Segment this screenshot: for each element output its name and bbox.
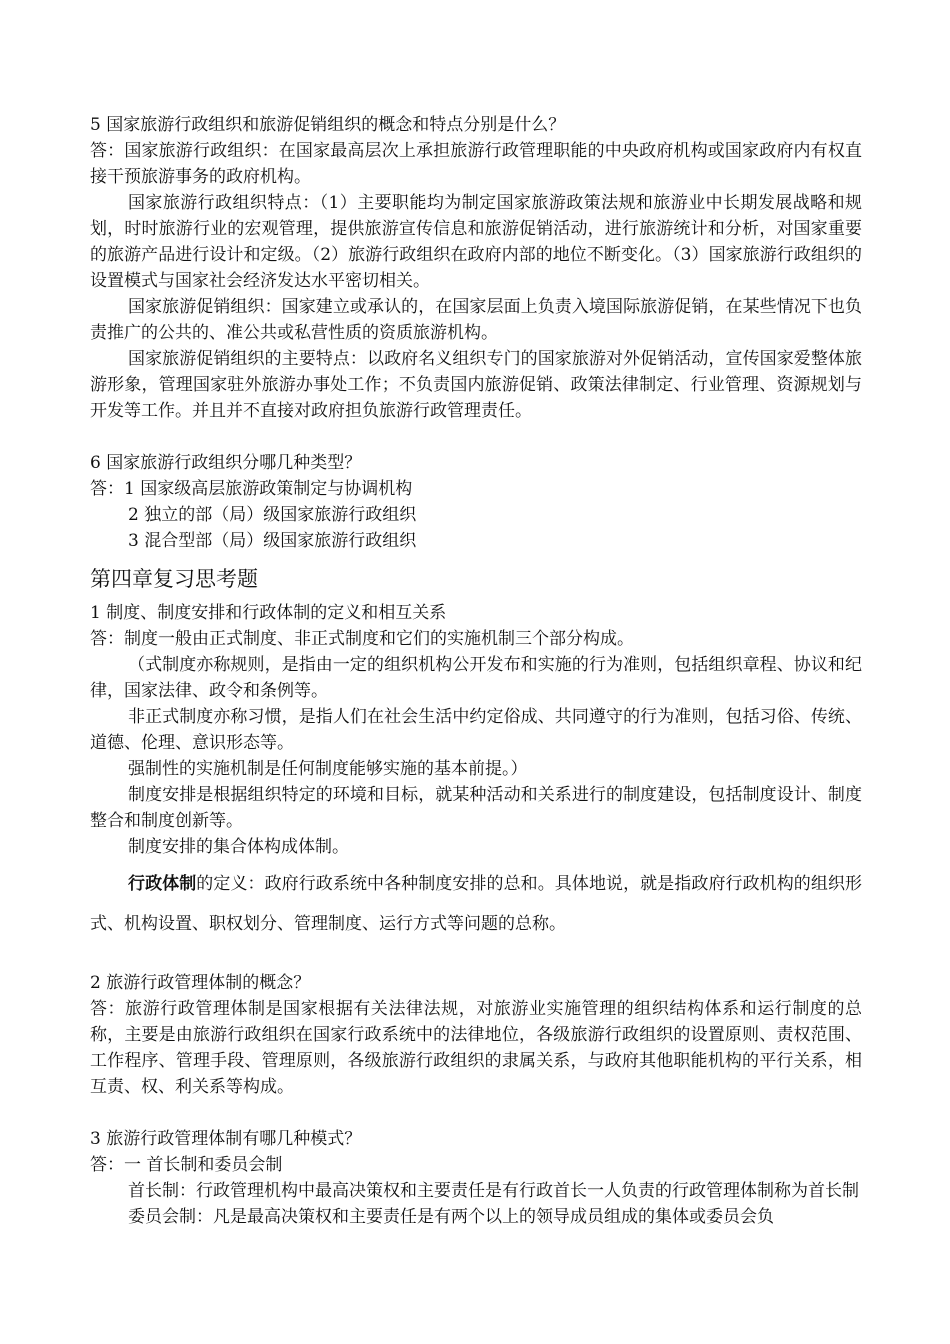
ch4-q3-answer: 答：一 首长制和委员会制: [90, 1155, 283, 1175]
q6-item: 答：1 国家级高层旅游政策制定与协调机构: [90, 479, 413, 499]
ch4-q3-title: 3 旅游行政管理体制有哪几种模式？: [90, 1129, 362, 1149]
ch4-q2-answer: 答：旅游行政管理体制是国家根据有关法律法规，对旅游业实施管理的组织结构体系和运行制度的总称，主要是由旅游行政组织在国家行政系统中的法律地位，各级旅游行政组织的设置原则、责权范围、工作程序、管理手段、管理原则，各级旅游行政组织的隶属关系，与政府其他职能机构的平行关系，相互责、权、利关系等构成。: [90, 999, 862, 1097]
ch4-q3-paragraph: 委员会制：凡是最高决策权和主要责任是有两个以上的领导成员组成的集体或委员会负: [128, 1207, 774, 1227]
ch4-q1-paragraph: 非正式制度亦称习惯，是指人们在社会生活中约定俗成、共同遵守的行为准则，包括习俗、传统、道德、伦理、意识形态等。: [90, 707, 862, 753]
q6-item: 2 独立的部（局）级国家旅游行政组织: [128, 505, 417, 525]
ch4-q2-title: 2 旅游行政管理体制的概念？: [90, 973, 311, 993]
q6-item: 3 混合型部（局）级国家旅游行政组织: [128, 531, 417, 551]
spacer: [90, 944, 862, 970]
chapter-heading: 第四章复习思考题: [90, 567, 258, 591]
spacer: [90, 424, 862, 450]
ch4-q1-answer: 答：制度一般由正式制度、非正式制度和它们的实施机制三个部分构成。: [90, 629, 634, 649]
ch4-q1-paragraph: 强制性的实施机制是任何制度能够实施的基本前提。）: [128, 759, 528, 779]
document-page: [90, 112, 862, 1230]
q5-answer: 答：国家旅游行政组织：在国家最高层次上承担旅游行政管理职能的中央政府机构或国家政府内有权直接干预旅游事务的政府机构。: [90, 141, 862, 187]
ch4-q1-paragraph: （式制度亦称规则，是指由一定的组织机构公开发布和实施的行为准则，包括组织章程、协议和纪律，国家法律、政令和条例等。: [90, 655, 862, 701]
ch4-q1-definition: [90, 864, 862, 944]
q5-paragraph: 国家旅游促销组织的主要特点：以政府名义组织专门的国家旅游对外促销活动，宣传国家爱整体旅游形象，管理国家驻外旅游办事处工作；不负责国内旅游促销、政策法律制定、行业管理、资源规划与开发等工作。并且并不直接对政府担负旅游行政管理责任。: [90, 349, 862, 421]
definition-text: 的定义：政府行政系统中各种制度安排的总和。具体地说，就是指政府行政机构的组织形式、机构设置、职权划分、管理制度、运行方式等问题的总称。: [90, 874, 863, 934]
ch4-q1-paragraph: 制度安排的集合体构成体制。: [128, 837, 349, 857]
q5-paragraph: 国家旅游促销组织：国家建立或承认的，在国家层面上负责入境国际旅游促销，在某些情况下也负责推广的公共的、准公共或私营性质的资质旅游机构。: [90, 297, 862, 343]
q5-title: 5 国家旅游行政组织和旅游促销组织的概念和特点分别是什么？: [90, 115, 566, 135]
bold-term: 行政体制: [128, 874, 197, 894]
ch4-q3-paragraph: 首长制：行政管理机构中最高决策权和主要责任是有行政首长一人负责的行政管理体制称为首长制: [128, 1181, 859, 1201]
spacer: [90, 1100, 862, 1126]
ch4-q1-paragraph: 制度安排是根据组织特定的环境和目标，就某种活动和关系进行的制度建设，包括制度设计、制度整合和制度创新等。: [90, 785, 862, 831]
ch4-q1-title: 1 制度、制度安排和行政体制的定义和相互关系: [90, 603, 447, 623]
q6-title: 6 国家旅游行政组织分哪几种类型？: [90, 453, 362, 473]
q5-paragraph: 国家旅游行政组织特点：（1）主要职能均为制定国家旅游政策法规和旅游业中长期发展战略和规划，时时旅游行业的宏观管理，提供旅游宣传信息和旅游促销活动，进行旅游统计和分析，对国家重要的旅游产品进行设计和定级。（2）旅游行政组织在政府内部的地位不断变化。（3）国家旅游行政组织的设置模式与国家社会经济发达水平密切相关。: [90, 193, 862, 291]
